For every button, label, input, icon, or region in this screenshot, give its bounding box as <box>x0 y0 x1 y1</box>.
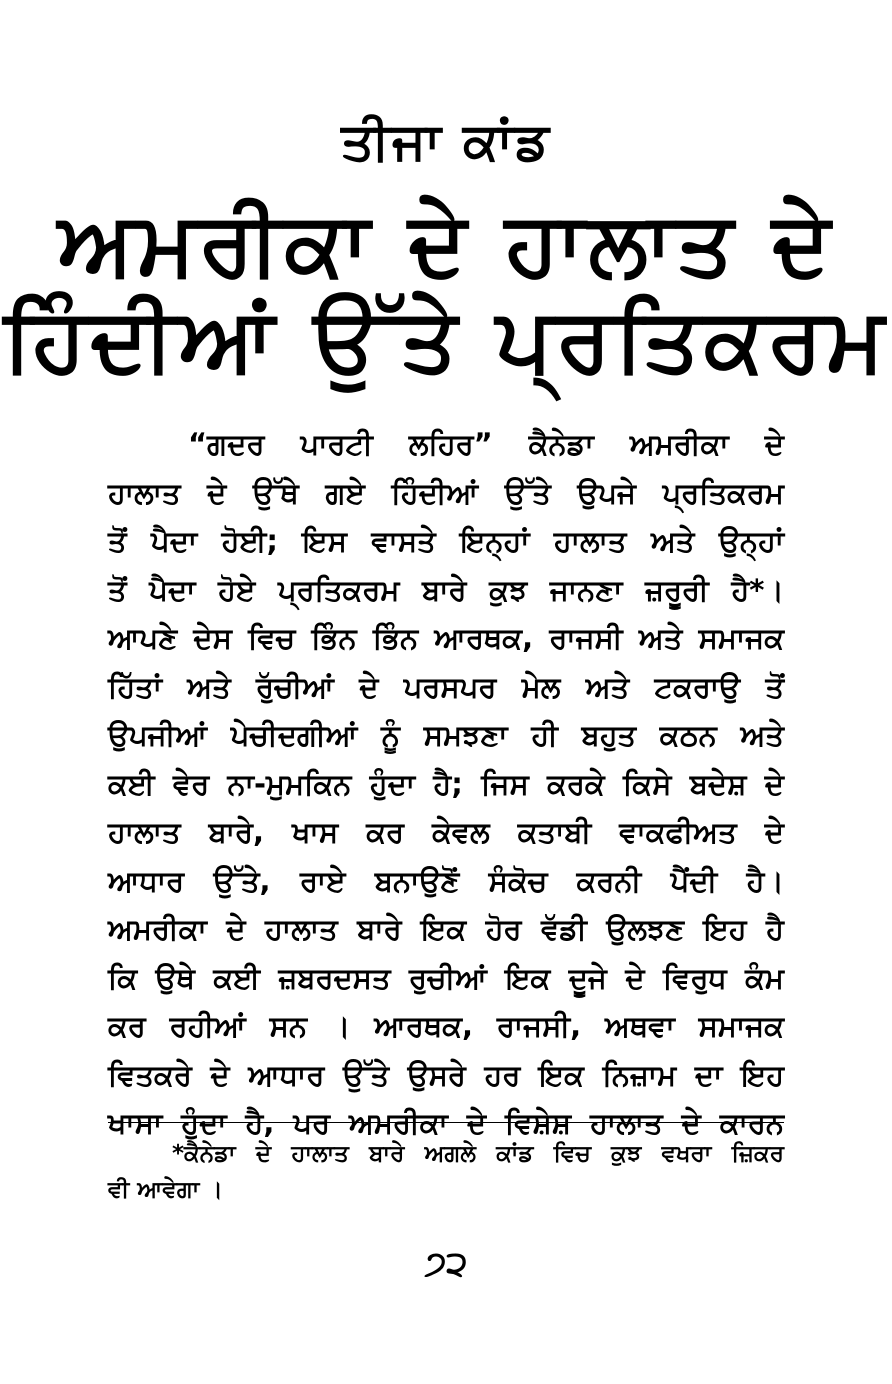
body-line: ਤੋਂ ਪੈਦਾ ਹੋਏ ਪ੍ਰਤਿਕਰਮ ਬਾਰੇ ਕੁਝ ਜਾਨਣਾ ਜ਼ਰੂਰੀ ਹੈ*। <box>108 572 784 607</box>
body-line: “ਗਦਰ ਪਾਰਟੀ ਲਹਿਰ” ਕੈਨੇਡਾ ਅਮਰੀਕਾ ਦੇ <box>188 427 784 461</box>
footnote-line: ਵੀ ਆਵੇਗਾ । <box>108 1177 223 1203</box>
body-line: ਕਈ ਵੇਰ ਨਾ-ਮੁਮਕਿਨ ਹੁੰਦਾ ਹੈ; ਜਿਸ ਕਰਕੇ ਕਿਸੇ ਬਦੇਸ਼ ਦੇ <box>108 766 784 801</box>
chapter-title-line-1: ਅਮਰੀਕਾ ਦੇ ਹਾਲਾਤ ਦੇ <box>57 192 835 295</box>
footnote <box>108 1136 784 1208</box>
page-number: ੭੨ <box>424 1244 468 1284</box>
chapter-label: ਤੀਜਾ ਕਾਂਡ <box>341 112 551 172</box>
body-line: ਵਿਤਕਰੇ ਦੇ ਆਧਾਰ ਉੱਤੇ ਉਸਰੇ ਹਰ ਇਕ ਨਿਜ਼ਾਮ ਦਾ ਇਹ <box>108 1057 784 1092</box>
body-line: ਕਰ ਰਹੀਆਂ ਸਨ । ਆਰਥਕ, ਰਾਜਸੀ, ਅਥਵਾ ਸਮਾਜਕ <box>108 1009 784 1043</box>
body-line: ਉਪਜੀਆਂ ਪੇਚੀਦਗੀਆਂ ਨੂੰ ਸਮਝਣਾ ਹੀ ਬਹੁਤ ਕਠਨ ਅਤੇ <box>108 718 784 752</box>
body-line: ਖਾਸਾ ਹੁੰਦਾ ਹੈ, ਪਰ ਅਮਰੀਕਾ ਦੇ ਵਿਸ਼ੇਸ਼ ਹਾਲਾਤ ਦੇ ਕਾਰਨ <box>108 1106 784 1140</box>
body-line: ਤੋਂ ਪੈਦਾ ਹੋਈ; ਇਸ ਵਾਸਤੇ ਇਨ੍ਹਾਂ ਹਾਲਾਤ ਅਤੇ ਉਨ੍ਹਾਂ <box>108 524 784 558</box>
chapter-title-line-2: ਹਿੰਦੀਆਂ ਉੱਤੇ ਪ੍ਰਤਿਕਰਮ <box>3 288 889 391</box>
footnote-line: *ਕੈਨੇਡਾ ਦੇ ਹਾਲਾਤ ਬਾਰੇ ਅਗਲੇ ਕਾਂਡ ਵਿਚ ਕੁਝ ਵਖਰਾ ਜ਼ਿਕਰ <box>172 1141 784 1167</box>
body-line: ਹਾਲਾਤ ਦੇ ਉੱਥੇ ਗਏ ਹਿੰਦੀਆਂ ਉੱਤੇ ਉਪਜੇ ਪ੍ਰਤਿਕਰਮ <box>108 475 784 510</box>
body-text <box>108 420 784 1148</box>
body-line: ਅਮਰੀਕਾ ਦੇ ਹਾਲਾਤ ਬਾਰੇ ਇਕ ਹੋਰ ਵੱਡੀ ਉਲਝਣ ਇਹ ਹੈ <box>108 912 784 946</box>
body-line: ਹਾਲਾਤ ਬਾਰੇ, ਖਾਸ ਕਰ ਕੇਵਲ ਕਤਾਬੀ ਵਾਕਫੀਅਤ ਦੇ <box>108 815 784 849</box>
body-line: ਆਧਾਰ ਉੱਤੇ, ਰਾਏ ਬਨਾਉਣੋਂ ਸੰਕੋਚ ਕਰਨੀ ਪੈਂਦੀ ਹੈ। <box>108 863 784 898</box>
body-line: ਆਪਣੇ ਦੇਸ ਵਿਚ ਭਿੰਨ ਭਿੰਨ ਆਰਥਕ, ਰਾਜਸੀ ਅਤੇ ਸਮਾਜਕ <box>108 621 784 655</box>
footnote-divider <box>108 1122 784 1123</box>
body-line: ਹਿੱਤਾਂ ਅਤੇ ਰੁੱਚੀਆਂ ਦੇ ਪਰਸਪਰ ਮੇਲ ਅਤੇ ਟਕਰਾਉ ਤੋਂ <box>108 669 784 704</box>
body-line: ਕਿ ਉਥੇ ਕਈ ਜ਼ਬਰਦਸਤ ਰੁਚੀਆਂ ਇਕ ਦੂਜੇ ਦੇ ਵਿਰੁਧ ਕੰਮ <box>108 960 784 995</box>
